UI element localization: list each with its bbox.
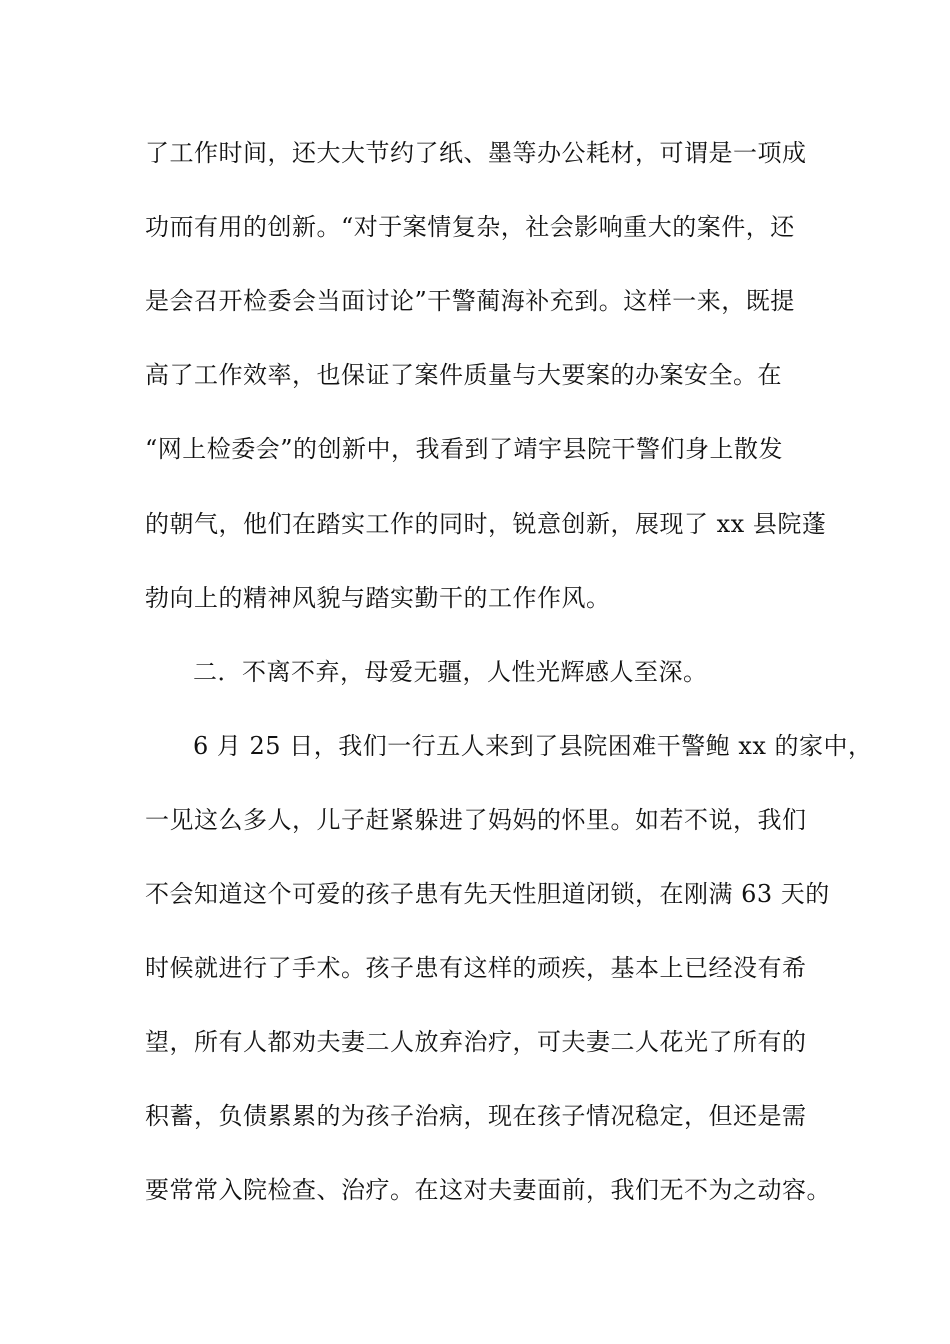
- text-line: 勃向上的精神风貌与踏实勤干的工作作风。: [145, 584, 611, 612]
- text-line: 6 月 25 日，我们一行五人来到了县院困难干警鲍 xx 的家中，: [193, 732, 873, 760]
- text-line: 要常常入院检查、治疗。在这对夫妻面前，我们无不为之动容。: [145, 1176, 831, 1204]
- text-line: 望，所有人都劝夫妻二人放弃治疗，可夫妻二人花光了所有的: [145, 1028, 807, 1056]
- text-line: 是会召开检委会当面讨论”干警蔺海补充到。这样一来，既提: [145, 287, 795, 315]
- text-line: 积蓄，负债累累的为孩子治病，现在孩子情况稳定，但还是需: [145, 1102, 807, 1130]
- text-line: 一见这么多人，儿子赶紧躲进了妈妈的怀里。如若不说，我们: [145, 806, 807, 834]
- text-line: 的朝气，他们在踏实工作的同时，锐意创新，展现了 xx 县院蓬: [145, 510, 827, 538]
- text-line: 时候就进行了手术。孩子患有这样的顽疾，基本上已经没有希: [145, 954, 807, 982]
- text-line: 功而有用的创新。“对于案情复杂，社会影响重大的案件，还: [145, 213, 795, 241]
- text-line: 不会知道这个可爱的孩子患有先天性胆道闭锁，在刚满 63 天的: [145, 880, 830, 908]
- text-line: 高了工作效率，也保证了案件质量与大要案的办案安全。在: [145, 361, 782, 389]
- text-line: 了工作时间，还大大节约了纸、墨等办公耗材，可谓是一项成: [145, 139, 807, 167]
- text-line: “网上检委会”的创新中，我看到了靖宇县院干警们身上散发: [145, 435, 784, 463]
- section-heading: 二．不离不弃，母爱无疆，人性光辉感人至深。: [193, 658, 708, 686]
